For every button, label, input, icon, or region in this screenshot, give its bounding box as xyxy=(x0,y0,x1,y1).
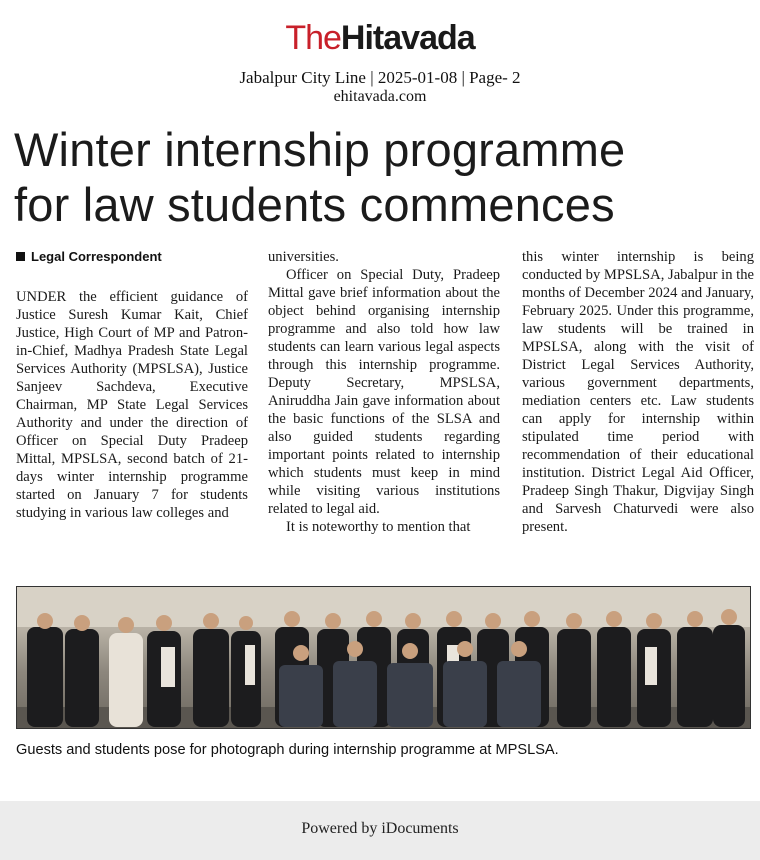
column-1-text: UNDER the efficient guidance of Justice Suresh Kumar Kait, Chief Justice, High Court of MP and Patron-in-Chief, Madhya Pradesh State Legal Services Authority (MPSLSA), Justice Sanjeev Sachdeva, Executive Chairman, MP State Legal Services Authority and under the direction of Officer on Special Duty Pradeep Mittal, MPSLSA, second batch of 21-days winter internship programme started on January 7 for students studying in various law colleges and xyxy=(16,289,248,521)
group-photo-illustration xyxy=(17,587,751,729)
byline-text: Legal Correspondent xyxy=(31,249,162,264)
newspaper-logo xyxy=(0,18,760,58)
website-link[interactable]: ehitavada.com xyxy=(333,88,427,105)
article-column-1 xyxy=(16,248,248,522)
article-column-3 xyxy=(522,248,754,536)
byline xyxy=(16,248,248,266)
logo-hitavada: Hitavada xyxy=(340,19,475,57)
headline-line-1: Winter internship programme xyxy=(14,123,626,176)
powered-by-link[interactable]: Powered by iDocuments xyxy=(301,820,459,837)
column-2-text-b: Officer on Special Duty, Pradeep Mittal gave brief information about the object behind organising internship programme and also told how law students can learn various legal aspects through this internship programme. Deputy Secretary, MPSLSA, Aniruddha Jain gave information about the basic functions of the SLSA and also guided students regarding important points related to internship which students must keep in mind while visiting various institutions related to legal aid. xyxy=(268,267,500,517)
footer-bar xyxy=(0,801,760,860)
byline-square-icon xyxy=(16,252,25,261)
masthead xyxy=(0,18,760,106)
headline-line-2: for law students commences xyxy=(14,178,615,231)
edition-line: Jabalpur City Line | 2025-01-08 | Page- 2 xyxy=(239,68,521,87)
photo-caption: Guests and students pose for photograph during internship programme at MPSLSA. xyxy=(16,742,559,758)
article-column-2 xyxy=(268,248,500,536)
article-headline xyxy=(14,122,744,232)
group-photo xyxy=(16,586,751,729)
column-2-text-c: It is noteworthy to mention that xyxy=(286,519,471,535)
column-2-text-a: universities. xyxy=(268,249,339,265)
logo-the: The xyxy=(285,19,341,57)
column-3-text: this winter internship is being conducted by MPSLSA, Jabalpur in the months of December 2024 and January, February 2025. Under this programme, law students will be trained in MPSLSA, along with the visit of District Legal Services Authority, various government departments, mediation centers etc. Law students can apply for internship within stipulated time period with recommendation of their educational institution. District Legal Aid Officer, Pradeep Singh Thakur, Digvijay Singh and Sarvesh Chaturvedi were also present. xyxy=(522,249,754,535)
